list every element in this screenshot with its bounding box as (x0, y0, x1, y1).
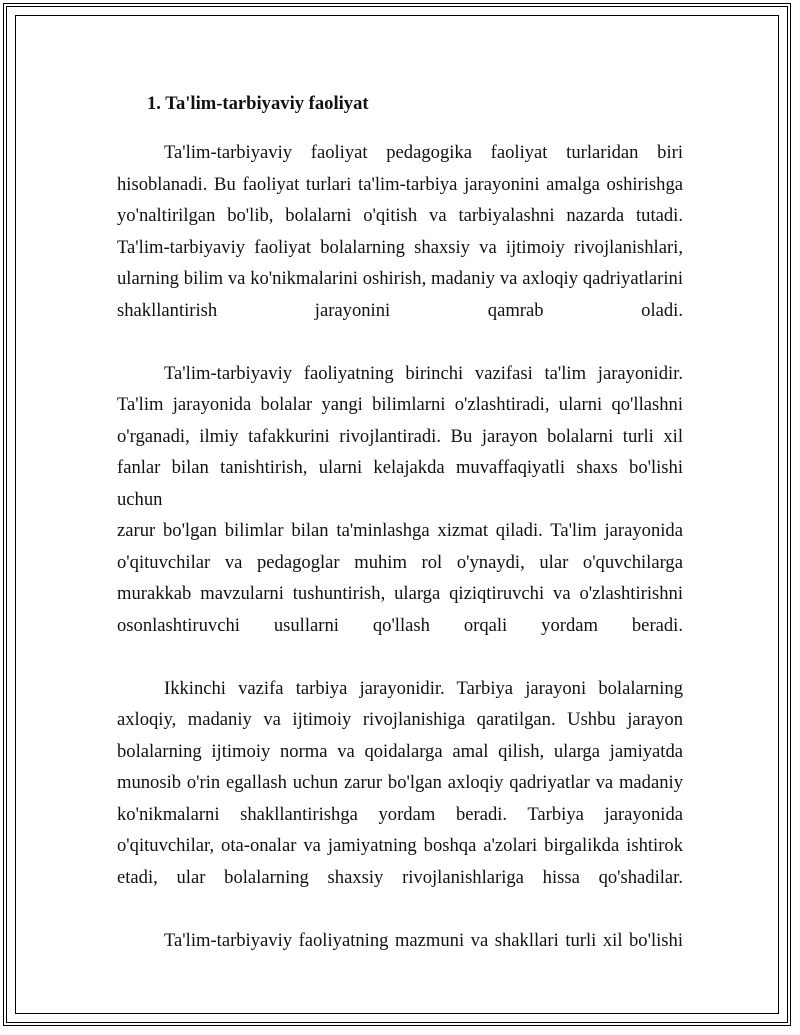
text-line: ularning bilim va ko'nikmalarini oshirish, madaniy va axloqiy qadriyatlarini (117, 268, 683, 289)
text-line: ko'nikmalarni shakllantirishga yordam beradi. Tarbiya jarayonida (117, 803, 683, 825)
text-line: Ta'lim-tarbiyaviy faoliyatning birinchi vazifasi ta'lim jarayonidir. (164, 362, 683, 384)
text-line: Ta'lim jarayonida bolalar yangi bilimlarni o'zlashtiradi, ularni qo'llashni (117, 394, 683, 415)
text-line: etadi, ular bolalarning shaxsiy rivojlanishlariga hissa qo'shadilar. (117, 866, 683, 888)
text-line: murakkab mavzularni tushuntirish, ularga qiziqtiruvchi va o'zlashtirishni (117, 583, 683, 604)
text-line: bolalarning ijtimoiy norma va qoidalarga amal qilish, ularga jamiyatda (117, 740, 683, 762)
text-line: munosib o'rin egallash uchun zarur bo'lgan axloqiy qadriyatlar va madaniy (117, 772, 683, 793)
text-line: o'qituvchilar va pedagoglar muhim rol o'ynaydi, ular o'quvchilarga (117, 551, 683, 573)
text-line: osonlashtiruvchi usullarni qo'llash orqali yordam beradi. (117, 614, 683, 636)
paragraph-1 (117, 137, 683, 326)
text-line: axloqiy, madaniy va ijtimoiy rivojlanishiga qaratilgan. Ushbu jarayon (117, 709, 683, 730)
text-line: Ta'lim-tarbiyaviy faoliyat pedagogika faoliyat turlaridan biri (164, 142, 683, 163)
text-line: shakllantirish jarayonini qamrab oladi. (117, 299, 683, 321)
paragraph-4 (117, 925, 683, 957)
text-line: fanlar bilan tanishtirish, ularni kelajakda muvaffaqiyatli shaxs bo'lishi uchun (117, 457, 683, 510)
text-line: Ta'lim-tarbiyaviy faoliyatning mazmuni va shakllari turli xil bo'lishi (164, 929, 683, 951)
paragraph-3 (117, 673, 683, 894)
section-heading: 1. Ta'lim-tarbiyaviy faoliyat (147, 93, 369, 114)
text-line: o'rganadi, ilmiy tafakkurini rivojlantiradi. Bu jarayon bolalarni turli xil (117, 425, 683, 447)
paragraph-2 (117, 358, 683, 642)
text-line: zarur bo'lgan bilimlar bilan ta'minlashga xizmat qiladi. Ta'lim jarayonida (117, 520, 683, 541)
document-body (117, 92, 683, 956)
text-line: yo'naltirilgan bo'lib, bolalarni o'qitish va tarbiyalashni nazarda tutadi. (117, 205, 683, 226)
text-line: o'qituvchilar, ota-onalar va jamiyatning boshqa a'zolari birgalikda ishtirok (117, 835, 683, 856)
text-line: Ta'lim-tarbiyaviy faoliyat bolalarning shaxsiy va ijtimoiy rivojlanishlari, (117, 236, 683, 258)
text-line: Ikkinchi vazifa tarbiya jarayonidir. Tarbiya jarayoni bolalarning (164, 677, 683, 699)
text-line: hisoblanadi. Bu faoliyat turlari ta'lim-tarbiya jarayonini amalga oshirishga (117, 173, 683, 195)
